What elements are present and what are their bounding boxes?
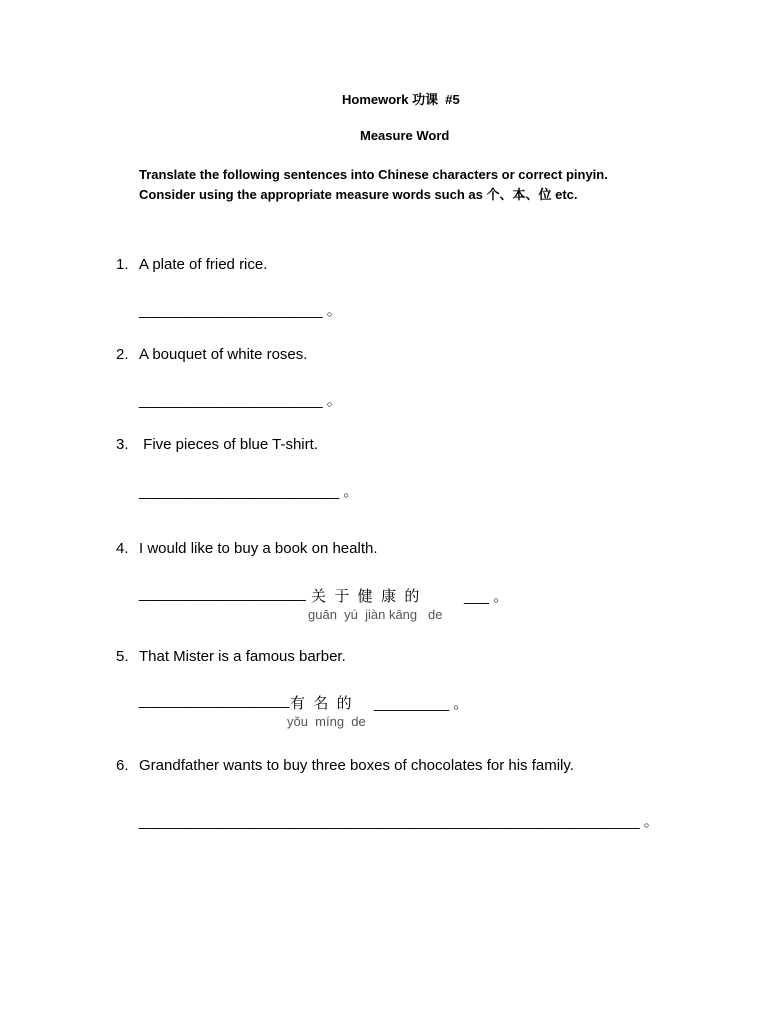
question-number: 6. — [116, 757, 129, 774]
question-text: I would like to buy a book on health. — [139, 540, 378, 557]
pinyin-line: yǒu míng de — [287, 714, 366, 729]
chinese-phrase: 关 于 健 康 的 — [311, 588, 420, 605]
question-number: 2. — [116, 346, 129, 363]
answer-line: ____________________________________________________________ 。 — [139, 813, 659, 830]
question-text: Five pieces of blue T-shirt. — [139, 436, 318, 453]
answer-blank-suffix: ___ 。 — [464, 588, 509, 605]
question-text: A bouquet of white roses. — [139, 346, 308, 363]
chinese-phrase: 有 名 的 — [290, 695, 352, 712]
question-number: 1. — [116, 256, 129, 273]
question-number: 5. — [116, 648, 129, 665]
page-subtitle: Measure Word — [360, 128, 450, 143]
answer-line: ______________________ 。 — [139, 392, 342, 409]
answer-blank-prefix: __________________ — [139, 692, 290, 709]
instruction-line-1: Translate the following sentences into Chinese characters or correct pinyin. — [139, 167, 608, 182]
question-text: That Mister is a famous barber. — [139, 648, 346, 665]
instruction-line-2: Consider using the appropriate measure words such as 个、本、位 etc. — [139, 187, 578, 202]
question-text: Grandfather wants to buy three boxes of chocolates for his family. — [139, 757, 574, 774]
answer-line: ________________________ 。 — [139, 483, 359, 500]
pinyin-line: guān yú jiàn kāng de — [308, 607, 443, 622]
page-title: Homework 功课 #5 — [342, 92, 460, 107]
answer-blank-suffix: _________ 。 — [374, 695, 469, 712]
question-text: A plate of fried rice. — [139, 256, 268, 273]
answer-line: ______________________ 。 — [139, 302, 342, 319]
question-number: 3. — [116, 436, 129, 453]
answer-blank-prefix: ____________________ — [139, 585, 306, 602]
question-number: 4. — [116, 540, 129, 557]
